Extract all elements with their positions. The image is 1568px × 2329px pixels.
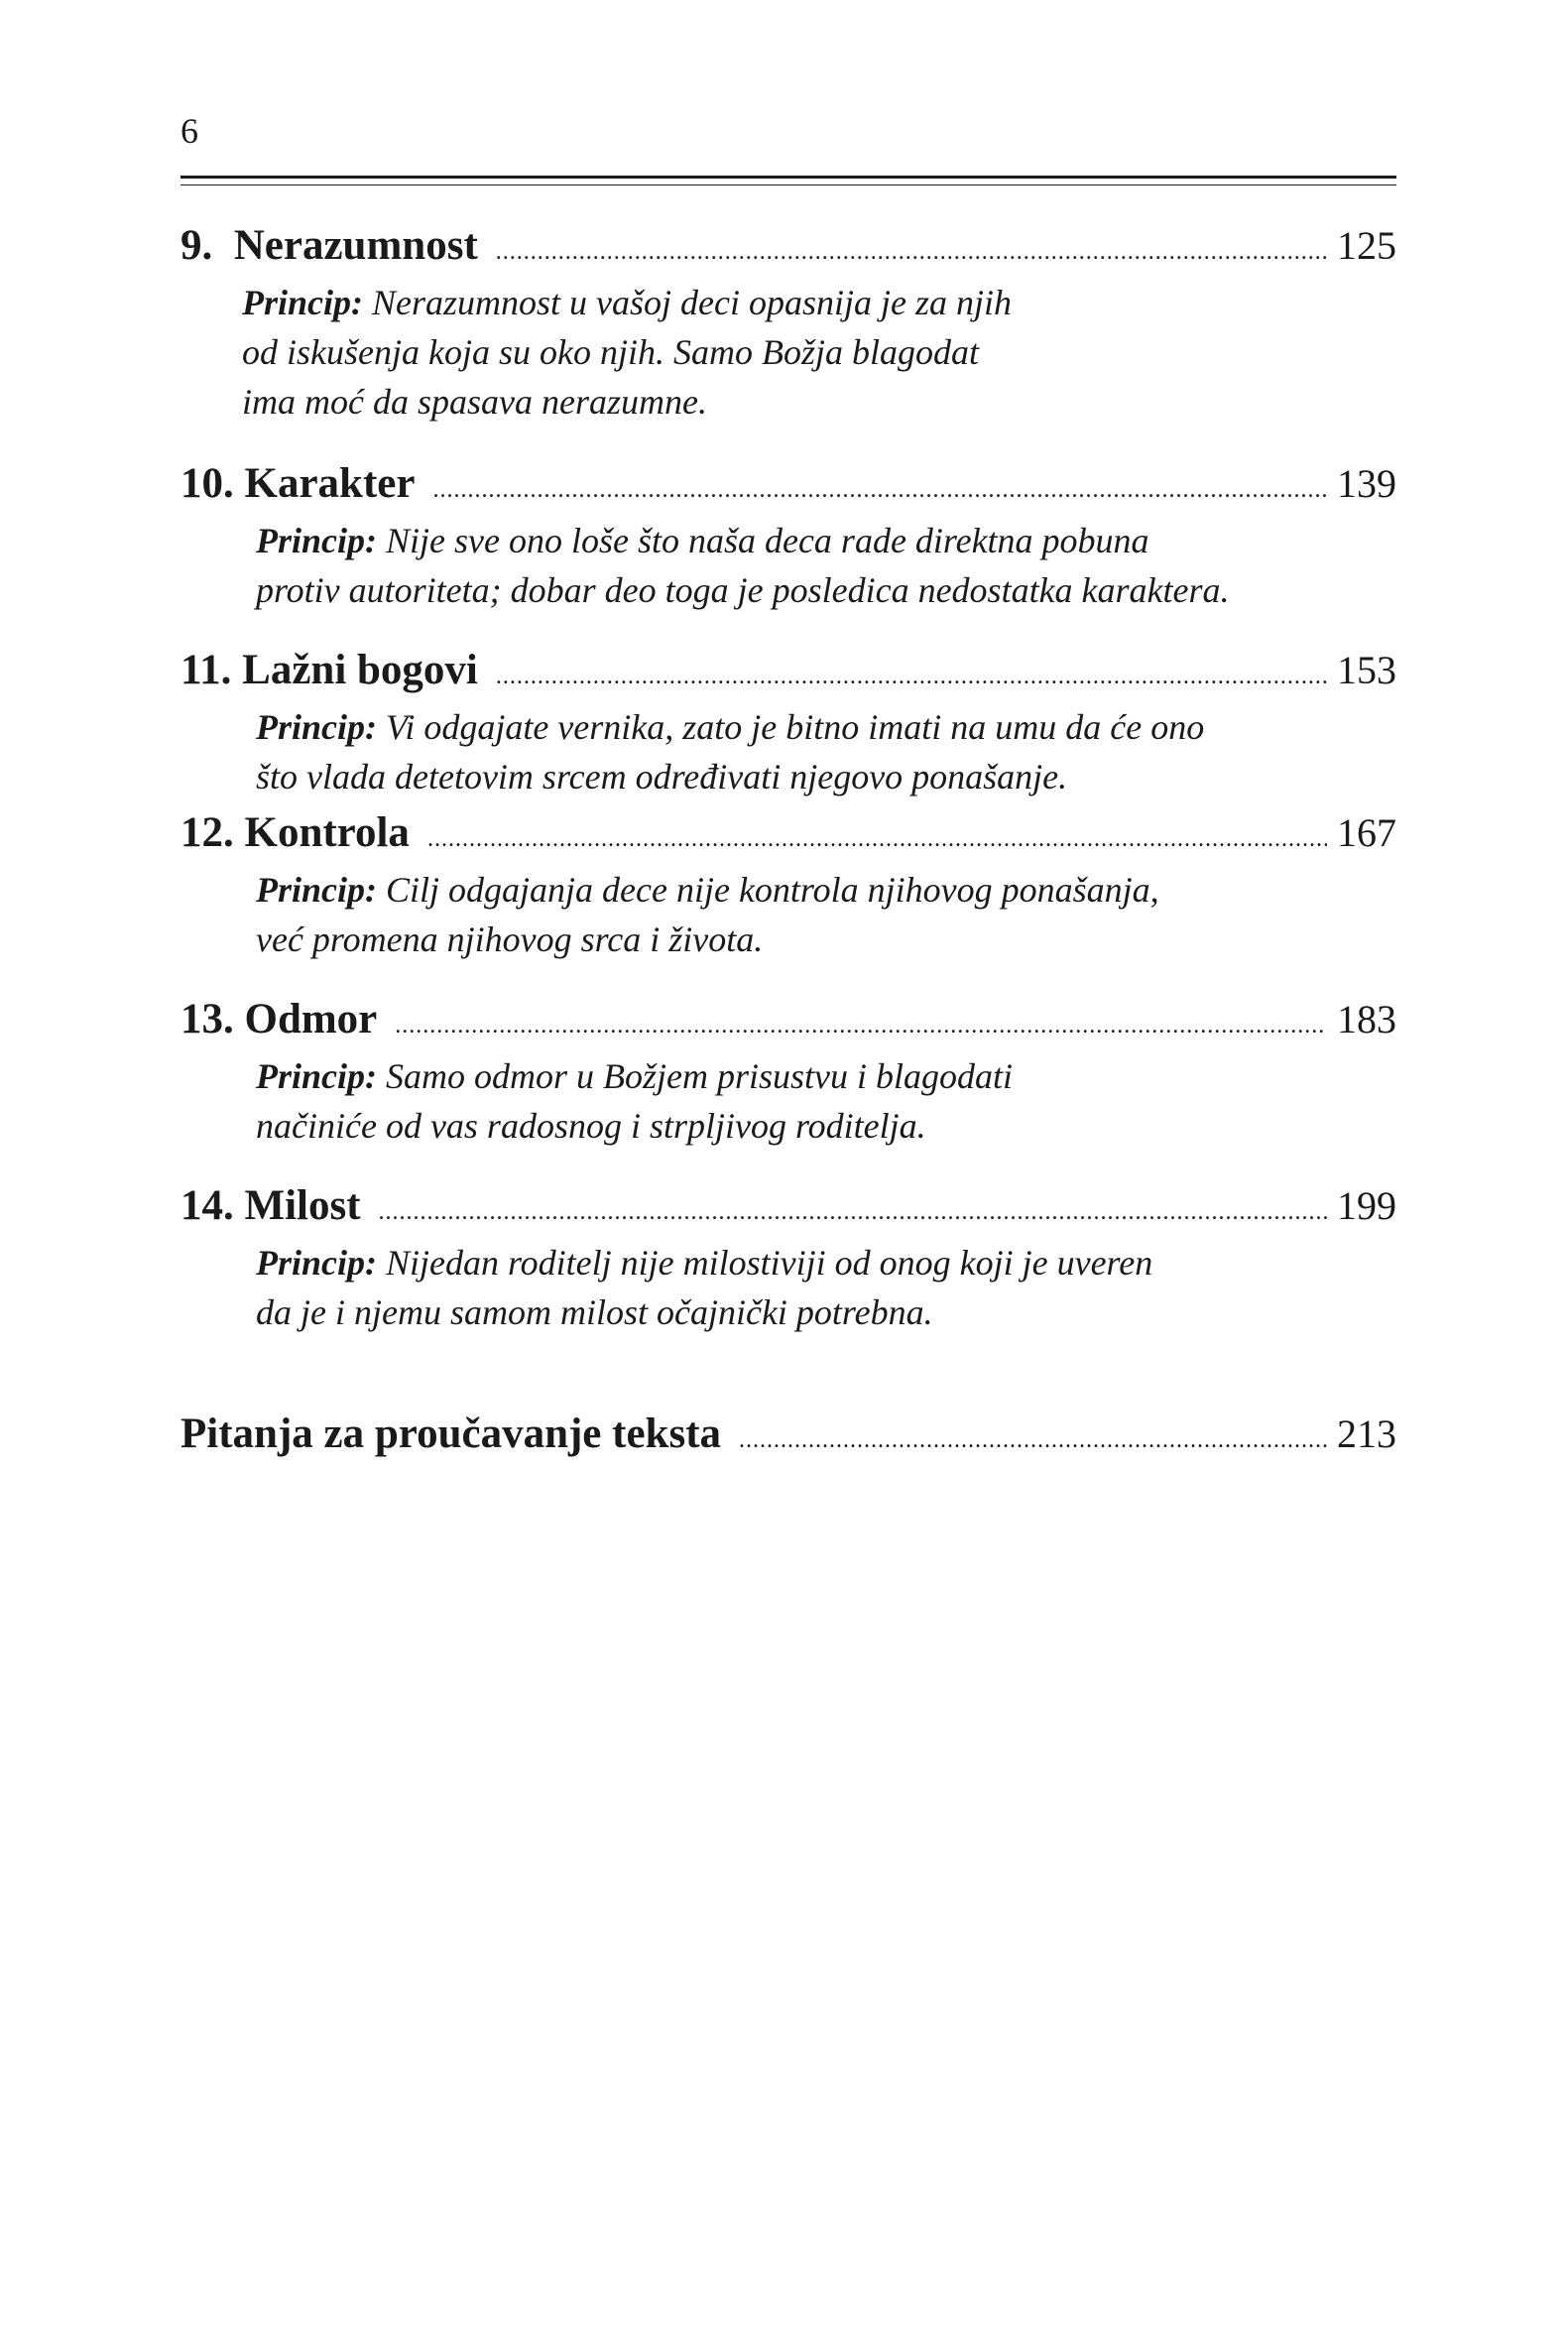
- chapter-page-number: 199: [1337, 1183, 1396, 1228]
- toc-entry-line: [181, 805, 1396, 861]
- principle-line: [256, 1238, 1347, 1287]
- principle-line: da je i njemu samom milost očajnički potrebna.: [256, 1292, 933, 1332]
- chapter-page-number: 183: [1337, 997, 1396, 1042]
- chapter-principle: [181, 516, 1347, 615]
- chapter-principle: [181, 865, 1347, 964]
- chapter-number: 9.: [181, 222, 213, 269]
- chapter-page-number: 125: [1337, 223, 1396, 268]
- header-rule-thin: [181, 184, 1396, 185]
- section-title: Pitanja za proučavanje teksta: [181, 1410, 722, 1457]
- principle-text: Samo odmor u Božjem prisustvu i blagodati: [386, 1056, 1014, 1096]
- dot-leader: [739, 1412, 1327, 1468]
- chapter-title: Nerazumnost: [233, 222, 478, 269]
- chapter-page-number: 167: [1337, 810, 1396, 855]
- chapter-principle: [181, 1051, 1347, 1151]
- principle-line: [256, 516, 1347, 565]
- dot-leader: [427, 811, 1327, 867]
- principle-line: [256, 865, 1347, 915]
- dot-leader: [496, 224, 1327, 280]
- principle-line: od iskušenja koja su oko njih. Samo Božja blagodat: [242, 332, 979, 372]
- principle-label: Princip:: [242, 283, 363, 322]
- chapter-title: Kontrola: [244, 809, 410, 856]
- toc-entry-line: [181, 643, 1396, 698]
- principle-text: Nije sve ono loše što naša deca rade direktna pobuna: [386, 521, 1149, 560]
- chapter-principle: [181, 702, 1347, 801]
- principle-line: [242, 278, 1333, 327]
- header-rule-thick: [181, 176, 1396, 179]
- principle-line: [256, 1051, 1347, 1101]
- principle-text: Vi odgajate vernika, zato je bitno imati na umu da će ono: [386, 707, 1205, 747]
- principle-label: Princip:: [256, 521, 377, 560]
- principle-line: što vlada detetovim srcem određivati njegovo ponašanje.: [256, 757, 1068, 797]
- chapter-heading: [181, 805, 410, 861]
- chapter-heading: [181, 1178, 361, 1234]
- dot-leader: [432, 462, 1327, 518]
- section-page-number: 213: [1337, 1411, 1396, 1456]
- toc-entry-14[interactable]: [181, 1178, 1396, 1337]
- chapter-heading: [181, 992, 377, 1047]
- principle-line: načiniće od vas radosnog i strpljivog roditelja.: [256, 1106, 926, 1146]
- principle-label: Princip:: [256, 1243, 377, 1283]
- principle-text: Nerazumnost u vašoj deci opasnija je za njih: [372, 283, 1012, 322]
- principle-line: protiv autoriteta; dobar deo toga je posledica nedostatka karaktera.: [256, 570, 1230, 610]
- chapter-number: 12.: [181, 809, 234, 856]
- toc-entry-10[interactable]: [181, 456, 1396, 615]
- chapter-heading: [181, 456, 415, 512]
- principle-label: Princip:: [256, 707, 377, 747]
- toc-entry-line: [181, 1407, 1396, 1462]
- chapter-title: Odmor: [244, 996, 378, 1042]
- toc-entry-line: [181, 1178, 1396, 1234]
- toc-entry-13[interactable]: [181, 992, 1396, 1151]
- chapter-principle: [181, 1238, 1347, 1337]
- chapter-number: 14.: [181, 1182, 234, 1229]
- chapter-number: 11.: [181, 647, 232, 693]
- dot-leader: [496, 649, 1327, 704]
- toc-entry-11[interactable]: [181, 643, 1396, 801]
- principle-label: Princip:: [256, 870, 377, 910]
- toc-entry-line: [181, 218, 1396, 274]
- toc-entry-line: [181, 456, 1396, 512]
- dot-leader: [395, 998, 1327, 1053]
- principle-text: Cilj odgajanja dece nije kontrola njihovog ponašanja,: [386, 870, 1159, 910]
- principle-label: Princip:: [256, 1056, 377, 1096]
- toc-entry-9[interactable]: [181, 218, 1396, 427]
- page-number: 6: [181, 111, 198, 151]
- chapter-page-number: 139: [1337, 461, 1396, 506]
- principle-line: ima moć da spasava nerazumne.: [242, 382, 707, 422]
- dot-leader: [379, 1184, 1327, 1240]
- chapter-title: Milost: [244, 1182, 361, 1229]
- principle-text: Nijedan roditelj nije milostiviji od onog koji je uveren: [386, 1243, 1153, 1283]
- toc-entry-study-questions[interactable]: [181, 1407, 1396, 1462]
- toc-entry-line: [181, 992, 1396, 1047]
- principle-line: već promena njihovog srca i života.: [256, 919, 764, 959]
- chapter-title: Karakter: [244, 460, 416, 507]
- chapter-page-number: 153: [1337, 648, 1396, 692]
- principle-line: [256, 702, 1347, 752]
- chapter-title: Lažni bogovi: [242, 647, 478, 693]
- chapter-heading: [181, 218, 478, 274]
- toc-entry-12[interactable]: [181, 805, 1396, 964]
- chapter-number: 13.: [181, 996, 234, 1042]
- chapter-heading: [181, 643, 478, 698]
- chapter-principle: [181, 278, 1333, 427]
- chapter-number: 10.: [181, 460, 234, 507]
